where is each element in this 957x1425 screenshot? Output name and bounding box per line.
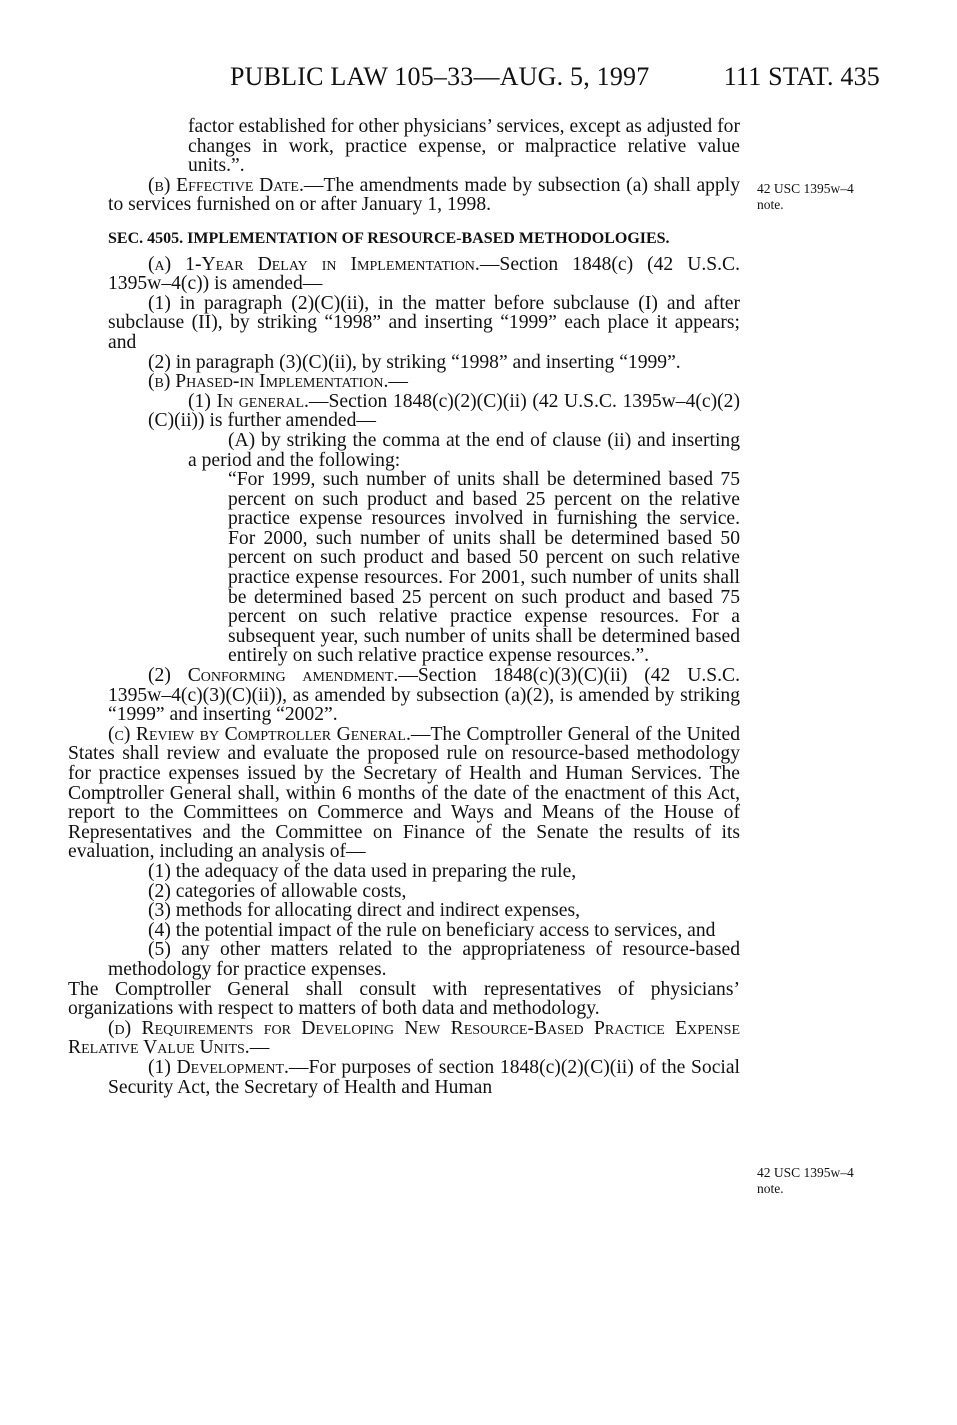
- paragraph-c-3: (3) methods for allocating direct and indirect expenses,: [148, 900, 581, 922]
- text-phased: —: [388, 371, 408, 393]
- margin-note-2-label: note.: [757, 1181, 784, 1196]
- text-in-general: —Section 1848(c)(2)(C)(ii) (42 U.S.C. 1395w–4(c)(2)(C)(ii)) is further amended—: [148, 390, 740, 432]
- text-delay: —Section 1848(c) (42 U.S.C. 1395w–4(c)) is amended—: [108, 253, 741, 295]
- paragraph-b-1: [108, 392, 740, 431]
- heading-review: (c) Review by Comptroller General.: [108, 723, 411, 745]
- text-review: —The Comptroller General of the United States shall review and evaluate the proposed rule on resource-based methodology for practice expenses issued by the Secretary of Health and Human Services. The Comptroller General shall, within 6 months of the date of the enactment of this Act, report to the Committees on Commerce and Ways and Means of the House of Representatives and the Committee on Finance of the Senate the results of its evaluation, including an analysis of—: [68, 723, 740, 863]
- paragraph-c-5: (5) any other matters related to the appropriateness of resource-based methodology for practice expenses.: [108, 939, 740, 980]
- heading-conforming: (2) Conforming amendment.: [148, 665, 399, 687]
- paragraph-carryover: factor established for other physicians’ services, except as adjusted for changes in work, practice expense, or malpractice relative value units.”.: [188, 116, 740, 177]
- text-development: —For purposes of section 1848(c)(2)(C)(ii) of the Social Security Act, the Secretary of Health and Human: [108, 1056, 741, 1098]
- text-conforming: —Section 1848(c)(3)(C)(ii) (42 U.S.C. 1395w–4(c)(3)(C)(ii)), as amended by subsection (a)(2), is amended by striking “1999” and inserting “2002”.: [108, 665, 741, 726]
- paragraph-c-1: (1) the adequacy of the data used in preparing the rule,: [148, 860, 577, 882]
- margin-note-1-label: note.: [757, 197, 784, 212]
- quoted-insertion: “For 1999, such number of units shall be determined based 75 percent on such product and based 25 percent on the relative practice expense resources involved in furnishing the service. For 2000, such number of units shall be determined based 50 percent on such product and based 50 percent on such relative practice expense resources. For 2001, such number of units shall be determined based 25 percent on such product and based 75 percent on such relative practice expense resources. For a subsequent year, such number of units shall be determined based entirely on such relative practice expense resources.”.: [228, 469, 740, 667]
- paragraph-d-requirements: [68, 1019, 740, 1058]
- document-body: [68, 116, 741, 1098]
- paragraph-a-1: (1) in paragraph (2)(C)(ii), in the matter before subclause (I) and after subclause (II), by striking “1998” and inserting “1999” each place it appears; and: [108, 292, 740, 353]
- paragraph-c-review: [68, 725, 740, 862]
- paragraph-consult: The Comptroller General shall consult with representatives of physicians’ organizations with respect to matters of both data and methodology.: [68, 978, 740, 1020]
- section-heading: SEC. 4505. IMPLEMENTATION OF RESOURCE-BASED METHODOLOGIES.: [108, 229, 670, 247]
- paragraph-b-2: [68, 666, 740, 725]
- heading-phased: (b) Phased-in Implementation.: [148, 371, 389, 393]
- paragraph-a-2: (2) in paragraph (3)(C)(ii), by striking “1998” and inserting “1999”.: [148, 351, 681, 373]
- margin-note-1-citation: 42 USC 1395w–4: [757, 181, 854, 196]
- paragraph-c-2: (2) categories of allowable costs,: [148, 880, 407, 902]
- text-requirements: —: [249, 1037, 270, 1059]
- heading-in-general: (1) In general.: [188, 390, 309, 412]
- margin-note-2: [757, 1165, 854, 1197]
- text-effective-date: —The amendments made by subsection (a) shall apply to services furnished on or after January 1, 1998.: [108, 174, 741, 216]
- heading-requirements: (d) Requirements for Developing New Resource-Based Practice Expense Relative Value Units.: [68, 1017, 740, 1059]
- paragraph-effective-date: [108, 176, 740, 215]
- heading-development: (1) Development.: [148, 1056, 289, 1078]
- header-statute-page: 111 STAT. 435: [723, 62, 880, 91]
- heading-effective-date: (b) Effective Date.: [148, 174, 304, 196]
- paragraph-c-4: (4) the potential impact of the rule on beneficiary access to services, and: [148, 919, 716, 941]
- paragraph-a-delay: [108, 255, 740, 294]
- paragraph-b-phased: [108, 372, 740, 392]
- header-law-citation: PUBLIC LAW 105–33—AUG. 5, 1997: [230, 62, 650, 91]
- heading-delay: (a) 1-Year Delay in Implementation.: [148, 253, 480, 275]
- paragraph-b-1-a: (A) by striking the comma at the end of clause (ii) and inserting a period and the following:: [188, 429, 740, 471]
- margin-note-1: [757, 181, 854, 213]
- margin-note-2-citation: 42 USC 1395w–4: [757, 1165, 854, 1180]
- paragraph-d-1: [68, 1058, 740, 1097]
